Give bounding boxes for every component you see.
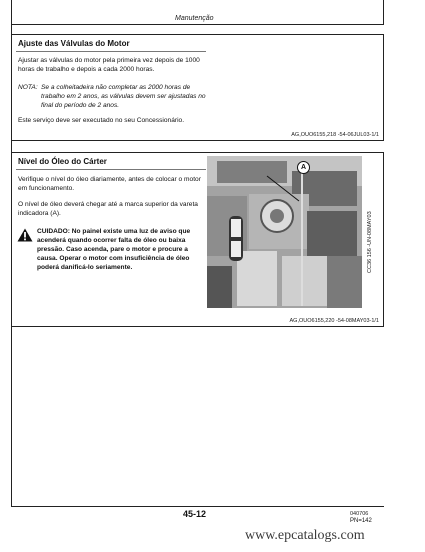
caution-text: CUIDADO: No painel existe uma luz de aviso que acenderá quando ocorrer falta de óleo ou baixa pressão. Caso acenda, pare o motor e procure a causa. Operar o motor com insuficiência de óleo poderá danificá-lo seriamente. [37,228,191,271]
callout-label: A [300,164,307,171]
oil-level-section [11,152,384,327]
image-code: CC36 156 -UN-08MAY03 [367,211,373,273]
section-paragraph: Verifique o nível do óleo diariamente, antes de colocar o motor em funcionamento. [18,176,201,192]
page-number: 45-12 [183,509,207,519]
warning-icon [17,228,33,242]
section-title-underline [16,51,206,52]
engine-oil-dipstick-photo [207,156,362,308]
footer-rule [11,506,384,507]
section-title: Nível do Óleo do Cárter [18,157,107,166]
reference-code: AG,OUO6155,220 -54-08MAY03-1/1 [289,318,379,324]
section-paragraph: Este serviço deve ser executado no seu Concessionário. [18,117,185,124]
section-title: Ajuste das Válvulas do Motor [18,39,130,48]
section-title-underline [16,169,206,170]
valve-adjustment-section [11,34,384,141]
section-paragraph: Ajustar as válvulas do motor pela primeira vez depois de 1000 horas de trabalho e depois a cada 2000 horas. [18,57,200,73]
watermark-link[interactable]: www.epcatalogs.com [245,528,365,543]
callout-a [297,161,310,174]
header-rule [11,24,384,25]
right-margin-line [383,0,384,24]
footer-code: 040706 [350,511,369,517]
section-paragraph: O nível de óleo deverá chegar até a marca superior da vareta indicadora (A). [18,201,198,217]
reference-code: AG,OUO6155,218 -54-06JUL03-1/1 [291,132,379,138]
header-title: Manutenção [175,15,214,22]
note-label: NOTA: [18,84,38,91]
note-text: Se a colheitadeira não completar as 2000 horas de trabalho em 2 anos, as válvulas devem ser ajustadas no final do período de 2 anos. [41,84,206,109]
footer-pn: PN=142 [350,518,372,524]
